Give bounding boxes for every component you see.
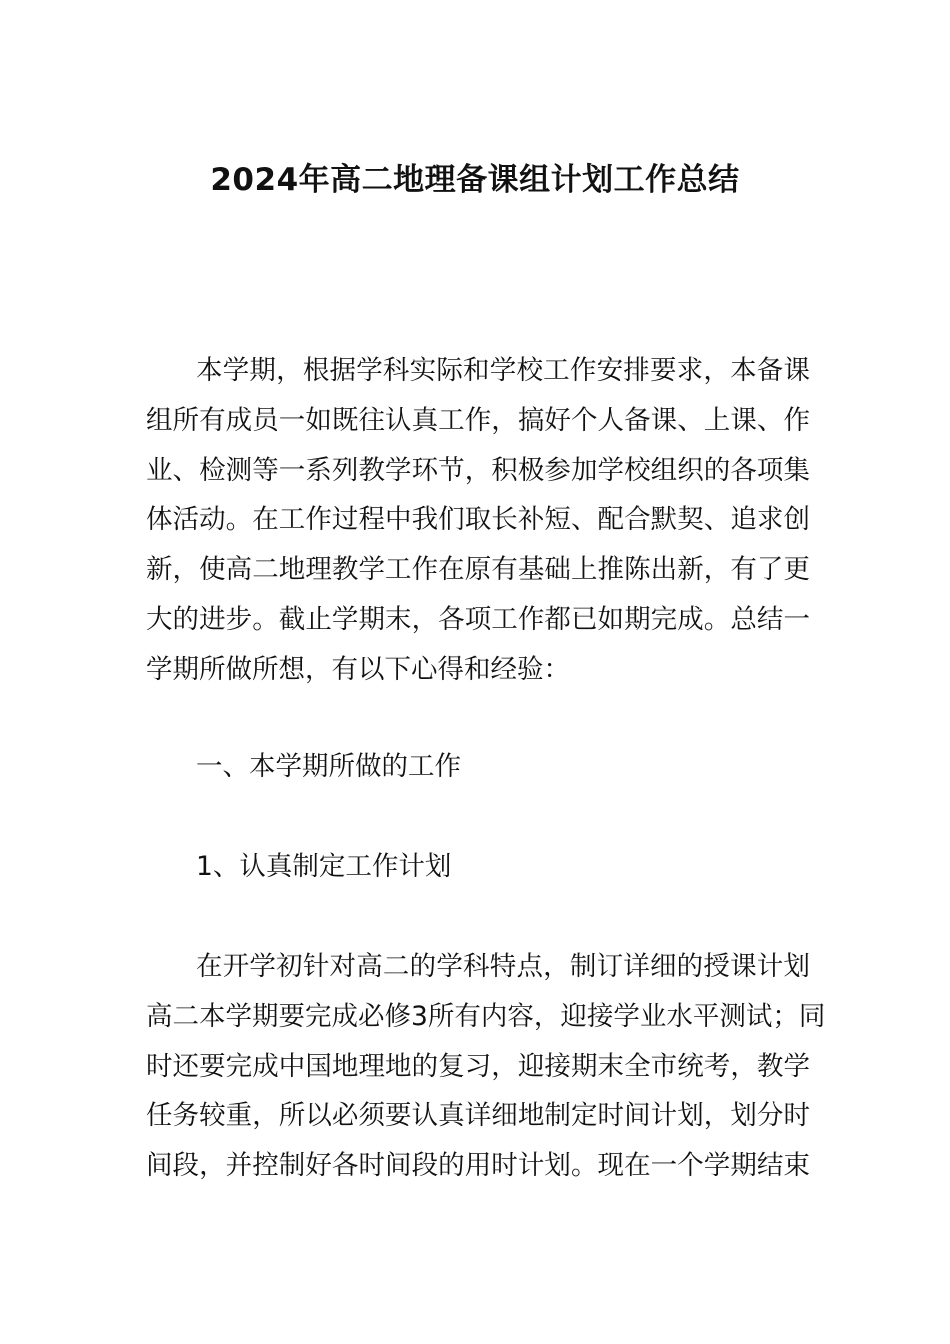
paragraph-plan bbox=[146, 942, 826, 1191]
paragraph-line: 任务较重，所以必须要认真详细地制定时间计划，划分时 bbox=[146, 1100, 810, 1132]
paragraph-line: 学期所做所想，有以下心得和经验： bbox=[146, 653, 570, 685]
paragraph-line: 间段，并控制好各时间段的用时计划。现在一个学期结束 bbox=[146, 1150, 810, 1182]
paragraph-line: 业、检测等一系列教学环节，积极参加学校组织的各项集 bbox=[146, 454, 810, 486]
paragraph-line: 大的进步。截止学期末，各项工作都已如期完成。总结一 bbox=[146, 603, 810, 635]
paragraph-line: 组所有成员一如既往认真工作，搞好个人备课、上课、作 bbox=[146, 404, 810, 436]
section-heading bbox=[146, 742, 810, 792]
paragraph-line: 体活动。在工作过程中我们取长补短、配合默契、追求创 bbox=[146, 504, 810, 536]
paragraph-intro bbox=[146, 346, 810, 695]
subsection-heading bbox=[146, 842, 810, 892]
paragraph-line: 本学期，根据学科实际和学校工作安排要求，本备课 bbox=[196, 355, 810, 386]
section-heading-text: 一、本学期所做的工作 bbox=[196, 751, 461, 782]
subsection-heading-text: 1、认真制定工作计划 bbox=[196, 851, 452, 882]
paragraph-line: 时还要完成中国地理地的复习，迎接期末全市统考，教学 bbox=[146, 1050, 810, 1082]
document-title: 2024年高二地理备课组计划工作总结 bbox=[210, 162, 740, 198]
paragraph-line: 在开学初针对高二的学科特点，制订详细的授课计划 bbox=[196, 951, 810, 982]
paragraph-line: 新，使高二地理教学工作在原有基础上推陈出新，有了更 bbox=[146, 554, 810, 586]
paragraph-line: 高二本学期要完成必修3所有内容，迎接学业水平测试；同 bbox=[146, 1000, 826, 1032]
